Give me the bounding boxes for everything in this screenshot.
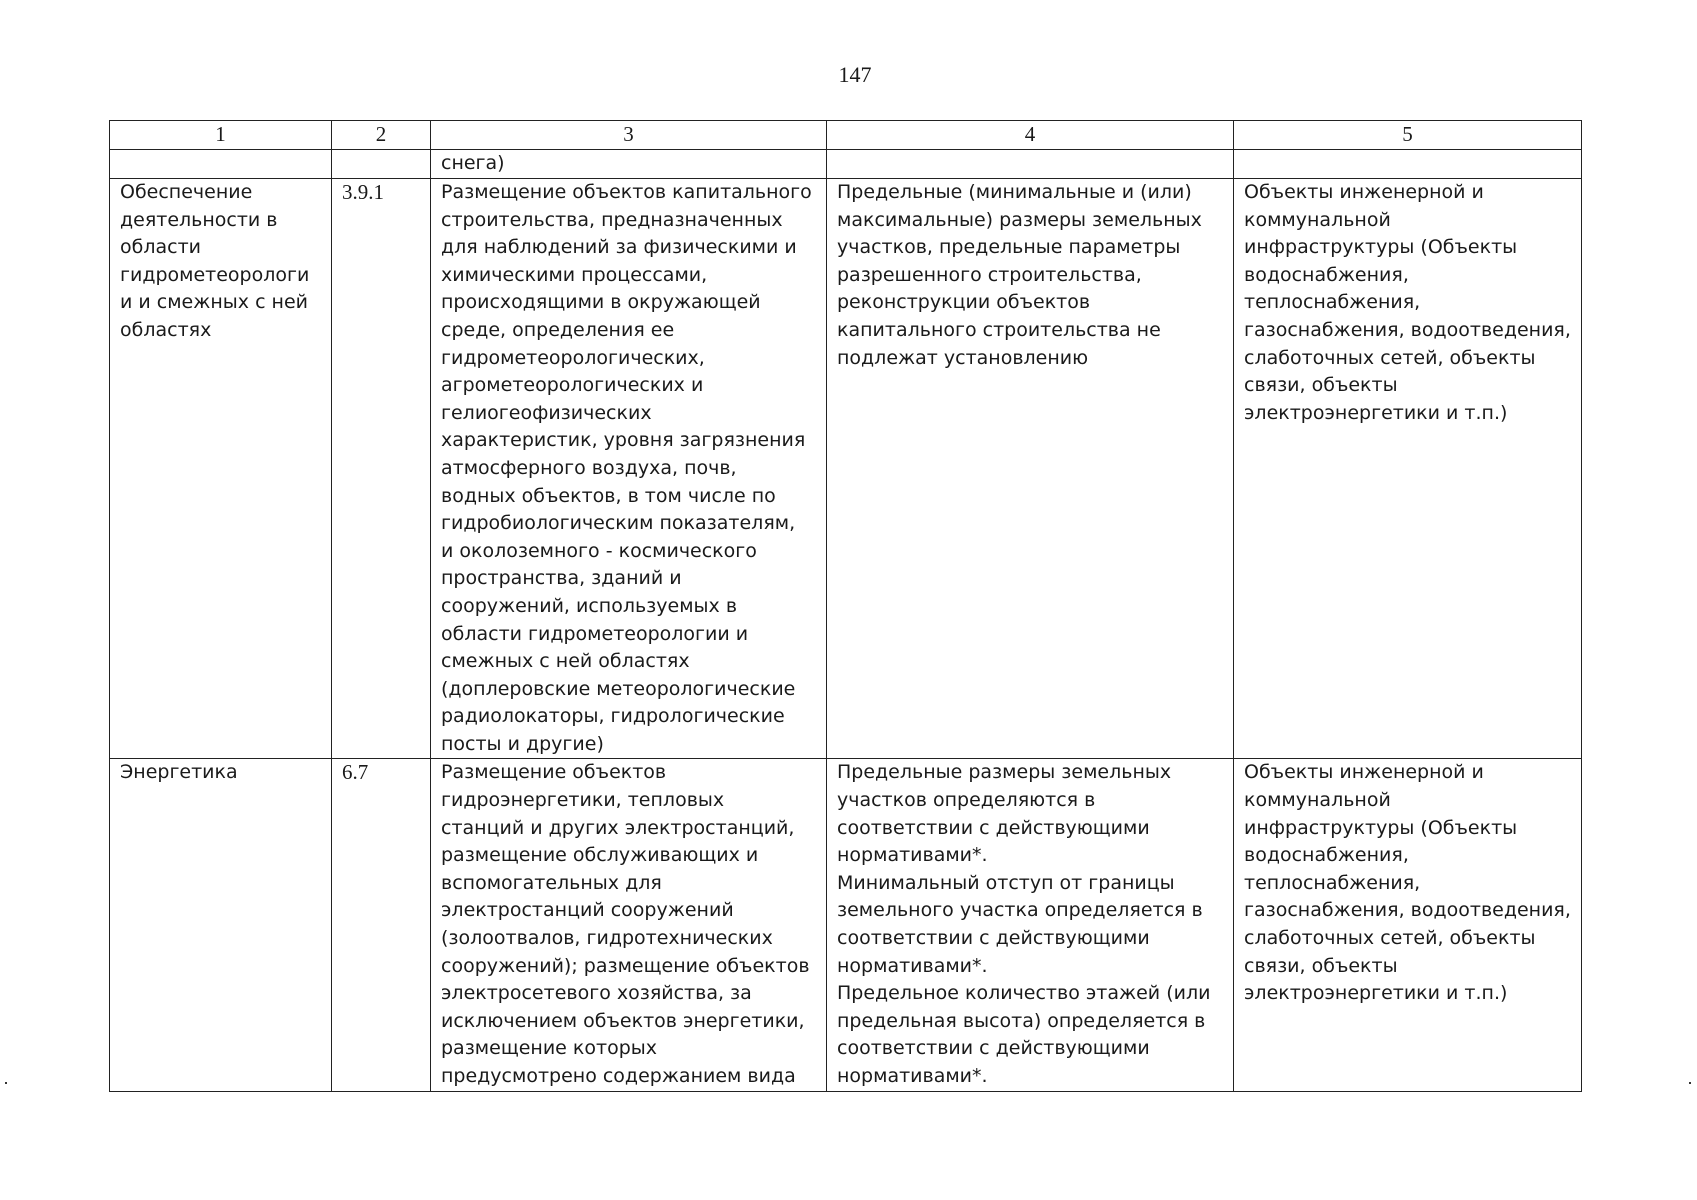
cell-text: Энергетика <box>120 761 238 784</box>
continuation-cell-3 <box>431 150 827 179</box>
cell-text: Предельные (минимальные и (или) максимальные) размеры земельных участков, предельные параметры разрешенного строительства, реконструкции объектов капитального строительства не подлежат установлению <box>837 181 1202 369</box>
cell-text: Объекты инженерной и коммунальной инфраструктуры (Объекты водоснабжения, теплоснабжения, газоснабжения, водоотведения, слаботочных сетей, объекты связи, объекты электроэнергетики и т.п.) <box>1244 761 1571 1005</box>
continuation-row <box>110 150 1582 179</box>
cell-text: Размещение объектов гидроэнергетики, тепловых станций и других электростанций, размещение обслуживающих и вспомогательных для электростанций сооружений (золоотвалов, гидротехнических сооружений); размещение объектов электросетевого хозяйства, за исключением объектов энергетики, размещение которых предусмотрено содержанием вида <box>441 761 810 1087</box>
table-row <box>110 179 1582 759</box>
cell-text: 3.9.1 <box>342 180 384 204</box>
cell-text: 6.7 <box>342 760 369 785</box>
column-header-4: 4 <box>827 121 1234 150</box>
cell-land-use-name <box>110 179 332 759</box>
column-header-2: 2 <box>332 121 431 150</box>
continuation-cell-4 <box>827 150 1234 179</box>
header-row <box>110 121 1582 150</box>
cell-text: Объекты инженерной и коммунальной инфраструктуры (Объекты водоснабжения, теплоснабжения, газоснабжения, водоотведения, слаботочных сетей, объекты связи, объекты электроэнергетики и т.п.) <box>1244 181 1571 424</box>
scan-speck-right <box>1689 1082 1691 1084</box>
cell-text: Размещение объектов капитального строительства, предназначенных для наблюдений за физическими и химическими процессами, происходящими в окружающей среде, определения ее гидрометеорологических, агрометеорологических и гелиогеофизических характеристик, уровня загрязнения атмосферного воздуха, почв, водных объектов, в том числе по гидробиологическим показателям, и околоземного - космического пространства, зданий и сооружений, используемых в области гидрометеорологии и смежных с ней областях (доплеровские метеорологические радиолокаторы, гидрологические посты и другие) <box>441 181 812 755</box>
cell-land-use-name <box>110 759 332 1091</box>
cell-parameters <box>827 179 1234 759</box>
cell-text: Предельные размеры земельных участков определяются в соответствии с действующими нормативами*. Минимальный отступ от границы земельного участка определяется в соответствии с действующими нормативами*. Предельное количество этажей (или предельная высота) определяется в соответствии с действующими нормативами*. <box>837 761 1211 1087</box>
cell-parameters <box>827 759 1234 1091</box>
cell-text: Обеспечение деятельности в области гидрометеорологи и и смежных с ней областях <box>120 181 310 341</box>
scan-speck-left <box>5 1082 7 1084</box>
cell-text: снега) <box>441 152 505 174</box>
cell-auxiliary-uses <box>1234 759 1582 1091</box>
continuation-cell-1 <box>110 150 332 179</box>
land-use-table <box>109 120 1582 1092</box>
column-header-5: 5 <box>1234 121 1582 150</box>
column-header-3: 3 <box>431 121 827 150</box>
cell-code <box>332 759 431 1091</box>
page-number: 147 <box>838 62 872 87</box>
table-row <box>110 759 1582 1091</box>
cell-auxiliary-uses <box>1234 179 1582 759</box>
cell-code <box>332 179 431 759</box>
cell-description <box>431 759 827 1091</box>
continuation-cell-5 <box>1234 150 1582 179</box>
column-header-1: 1 <box>110 121 332 150</box>
cell-description <box>431 179 827 759</box>
continuation-cell-2 <box>332 150 431 179</box>
